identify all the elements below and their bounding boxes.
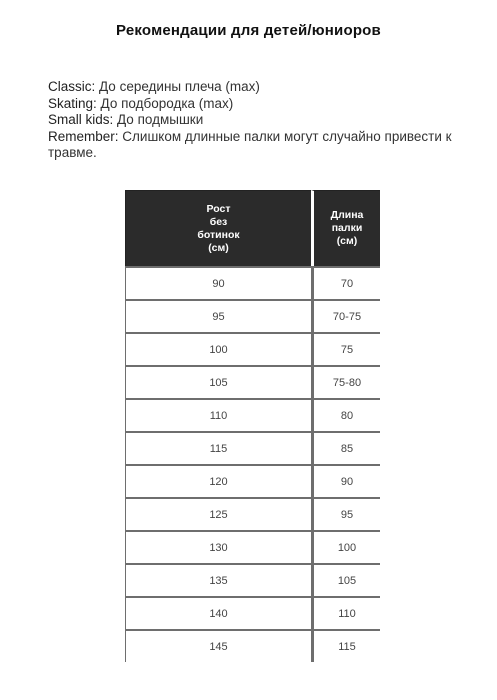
recommendation-notes	[48, 79, 468, 162]
cell-pole-length: 75-80	[311, 365, 380, 398]
table-row	[125, 398, 380, 431]
note-text: Слишком длинные палки могут случайно привести к травме.	[48, 128, 452, 160]
table-row	[125, 596, 380, 629]
cell-height: 100	[125, 332, 311, 365]
header-line: палки	[331, 222, 363, 234]
cell-pole-length: 80	[311, 398, 380, 431]
cell-pole-length: 70-75	[311, 299, 380, 332]
header-line: (см)	[336, 235, 358, 247]
header-line: ботинок	[197, 228, 240, 241]
cell-height: 130	[125, 530, 311, 563]
cell-height: 115	[125, 431, 311, 464]
table-row	[125, 299, 380, 332]
cell-height: 145	[125, 629, 311, 662]
header-pole-length	[311, 190, 380, 266]
table-header-row	[125, 190, 380, 266]
cell-height: 135	[125, 563, 311, 596]
table-row	[125, 332, 380, 365]
header-line: Длина	[330, 209, 364, 221]
cell-height: 95	[125, 299, 311, 332]
table-row	[125, 629, 380, 662]
header-line: Рост	[206, 202, 231, 215]
table-row	[125, 464, 380, 497]
header-height	[125, 190, 311, 266]
cell-pole-length: 100	[311, 530, 380, 563]
table-row	[125, 431, 380, 464]
note-classic	[48, 79, 468, 96]
note-small-kids	[48, 112, 468, 129]
note-text: До подбородка (max)	[96, 95, 234, 111]
cell-pole-length: 95	[311, 497, 380, 530]
note-label: Small kids:	[48, 112, 114, 127]
cell-height: 125	[125, 497, 311, 530]
table-row	[125, 530, 380, 563]
note-text: До подмышки	[113, 112, 204, 127]
cell-pole-length: 110	[311, 596, 380, 629]
table-row	[125, 563, 380, 596]
cell-pole-length: 85	[311, 431, 380, 464]
note-label: Classic:	[48, 79, 96, 94]
note-remember	[48, 129, 468, 162]
note-text: До середины плеча (max)	[95, 79, 260, 94]
note-skating	[48, 96, 468, 113]
note-label: Skating:	[48, 95, 97, 111]
table-row	[125, 365, 380, 398]
cell-height: 90	[125, 266, 311, 299]
table-row	[125, 497, 380, 530]
cell-height: 110	[125, 398, 311, 431]
cell-height: 105	[125, 365, 311, 398]
cell-pole-length: 75	[311, 332, 380, 365]
header-line: (см)	[208, 241, 229, 254]
table-row	[125, 266, 380, 299]
cell-pole-length: 70	[311, 266, 380, 299]
table-body	[125, 266, 380, 662]
note-label: Remember:	[48, 128, 119, 144]
page-title: Рекомендации для детей/юниоров	[116, 22, 381, 39]
header-line: без	[209, 215, 228, 228]
cell-pole-length: 90	[311, 464, 380, 497]
pole-length-table	[125, 190, 380, 662]
cell-pole-length: 115	[311, 629, 380, 662]
cell-height: 140	[125, 596, 311, 629]
cell-pole-length: 105	[311, 563, 380, 596]
cell-height: 120	[125, 464, 311, 497]
